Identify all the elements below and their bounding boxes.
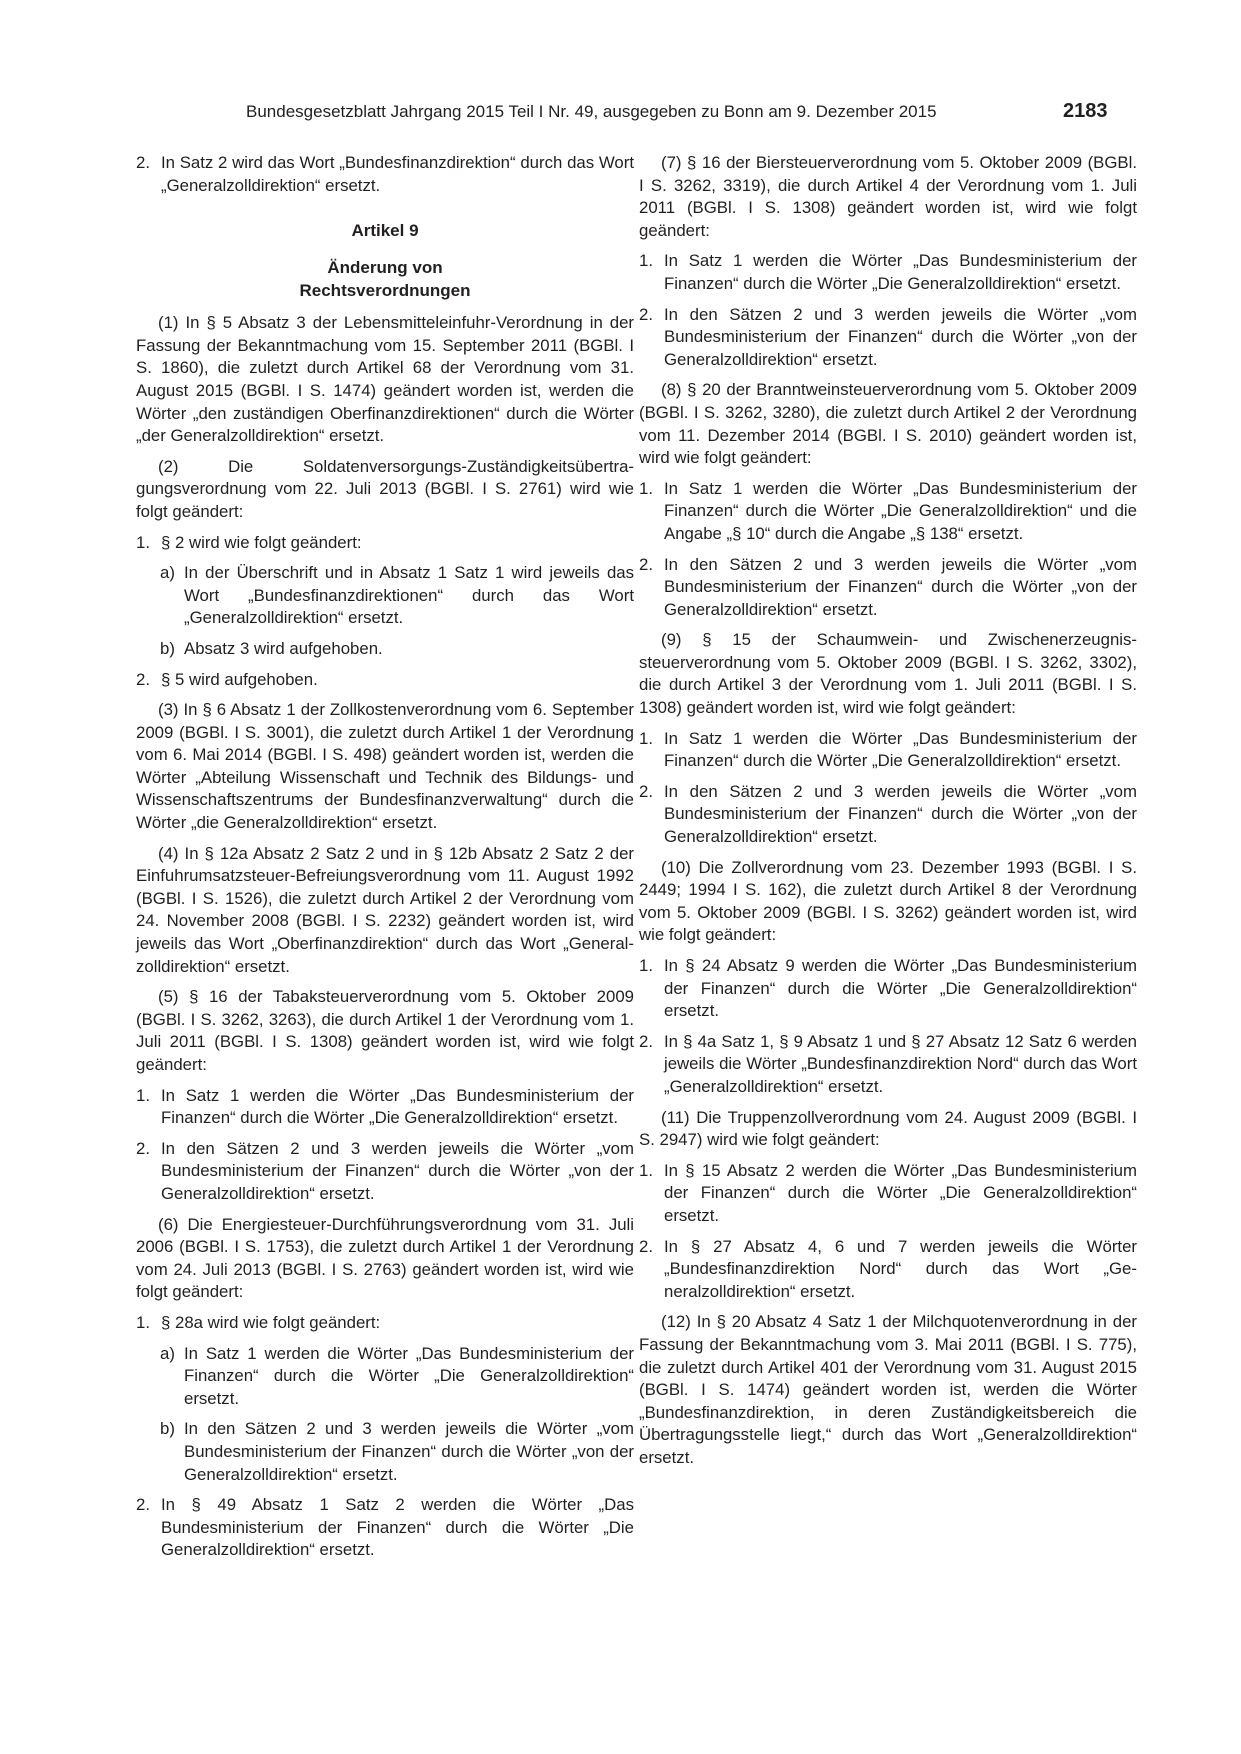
list-item	[136, 1138, 634, 1206]
list-item	[136, 532, 634, 555]
list-item	[136, 669, 634, 692]
paragraph-6: (6) Die Energiesteuer-Durchführungsverordnung vom 31. Juli 2006 (BGBl. I S. 1753), die zuletzt durch Artikel 1 der Verordnung vom 24. Juli 2013 (BGBl. I S. 2763) geändert worden ist, wird wie folgt geändert:	[136, 1214, 634, 1302]
list-item	[639, 554, 1137, 622]
paragraph-10: (10) Die Zollverordnung vom 23. Dezember 1993 (BGBl. I S. 2449; 1994 I S. 162), die zuletzt durch Artikel 8 der Verordnung vom 5. Oktober 2009 (BGBl. I S. 3262) geändert worden ist, wird wie folgt geändert:	[639, 857, 1137, 945]
paragraph-5: (5) § 16 der Tabaksteuerverordnung vom 5. Oktober 2009 (BGBl. I S. 3262, 3263), die durch Artikel 1 der Verordnung vom 1. Juli 2011 (BGBl. I S. 1308) geändert worden ist, wird wie folgt geändert:	[136, 987, 634, 1074]
sub-item	[160, 562, 634, 630]
paragraph-12: (12) In § 20 Absatz 4 Satz 1 der Milchquotenverordnung in der Fassung der Bekanntmachung vom 3. Mai 2011 (BGBl. I S. 775), die zuletzt durch Artikel 401 der Verordnung vom 31. August 2015 (BGBl. I S. 1474) geändert worden ist, werden die Wörter „Bundesfinanzdirektion, in deren Zuständigkeitsbereich die Übertragungsstelle liegt,“ durch das Wort „Generalzolldirektion“ ersetzt.	[639, 1312, 1137, 1467]
item-number: 2.	[136, 1138, 150, 1158]
list-item	[639, 955, 1137, 1023]
item-number: 2.	[639, 304, 653, 324]
item-number: 1.	[639, 478, 653, 498]
item-number: 1.	[639, 251, 653, 271]
list-item	[639, 1160, 1137, 1228]
paragraph-1: (1) In § 5 Absatz 3 der Lebensmitteleinfuhr-Verordnung in der Fassung der Bekanntmachung vom 15. September 2011 (BGBl. I S. 1860), die zuletzt durch Artikel 68 der Verordnung vom 31. August 2015 (BGBl. I S. 1474) geändert worden ist, werden die Wörter „den zuständigen Oberfinanzdirektionen“ durch die Wörter „der Generalzolldirektion“ ersetzt.	[136, 313, 634, 446]
item-number: 2.	[639, 1236, 653, 1256]
left-column	[136, 152, 634, 1570]
list-item	[639, 728, 1137, 773]
item-text: In § 15 Absatz 2 werden die Wörter „Das Bundesministerium der Finanzen“ durch die Wörter „Die Generalzolldirektion“ ersetzt.	[664, 1160, 1137, 1225]
item-number: 1.	[639, 728, 653, 748]
item-text: In den Sätzen 2 und 3 werden jeweils die Wörter „vom Bundesministerium der Finanzen“ durch die Wörter „von der Generalzolldirektion“ ersetzt.	[664, 304, 1137, 369]
item-number: 2.	[639, 1031, 653, 1051]
sub-item-letter: b)	[160, 638, 175, 658]
article-title-line-1: Änderung von	[327, 258, 443, 278]
item-number: 1.	[639, 956, 653, 975]
list-item	[639, 781, 1137, 849]
sub-item-text: In Satz 1 werden die Wörter „Das Bundesministerium der Finanzen“ durch die Wörter „Die Generalzolldirektion“ ersetzt.	[184, 1343, 634, 1408]
item-text: In § 49 Absatz 1 Satz 2 werden die Wörter „Das Bundesministerium der Finanzen“ durch die Wörter „Die Generalzolldirektion“ ersetzt.	[161, 1495, 634, 1560]
item-number: 2.	[136, 153, 150, 172]
item-text: In § 24 Absatz 9 werden die Wörter „Das Bundesministerium der Finanzen“ durch die Wörter „Die Generalzolldirektion“ ersetzt.	[664, 956, 1137, 1021]
sub-item	[160, 1418, 634, 1486]
list-item	[639, 478, 1137, 546]
paragraph-8: (8) § 20 der Branntweinsteuerverordnung vom 5. Oktober 2009 (BGBl. I S. 3262, 3280), die zuletzt durch Artikel 2 der Verordnung vom 11. Dezember 2014 (BGBl. I S. 2010) geändert worden ist, wird wie folgt geändert:	[639, 380, 1137, 468]
item-text: In den Sätzen 2 und 3 werden jeweils die Wörter „vom Bundesministerium der Finanzen“ durch die Wörter „von der Generalzolldirektion“ ersetzt.	[664, 781, 1137, 847]
paragraph-3: (3) In § 6 Absatz 1 der Zollkostenverordnung vom 6. September 2009 (BGBl. I S. 3001), die zuletzt durch Artikel 1 der Verordnung vom 6. Mai 2014 (BGBl. I S. 498) geändert worden ist, werden die Wörter „Abteilung Wissenschaft und Technik des Bildungs- und Wissenschaftszentrums der Bundesfinanzverwaltung“ durch die Wörter „die Generalzolldirektion“ ersetzt.	[136, 700, 634, 833]
item-text: In § 4a Satz 1, § 9 Absatz 1 und § 27 Absatz 12 Satz 6 werden jeweils die Wörter „Bundesfinanzdirektion Nord“ durch das Wort „Generalzolldirektion“ ersetzt.	[664, 1031, 1137, 1096]
item-text: In Satz 2 wird das Wort „Bundesfinanzdirektion“ durch das Wort „Generalzolldirektion“ ersetzt.	[161, 153, 634, 195]
right-column	[639, 152, 1137, 1477]
list-item	[639, 304, 1137, 372]
list-item	[639, 1236, 1137, 1304]
item-number: 1.	[136, 1312, 150, 1332]
list-item	[136, 1085, 634, 1130]
item-number: 2.	[639, 554, 653, 574]
sub-item	[160, 638, 634, 661]
header-title: Bundesgesetzblatt Jahrgang 2015 Teil I Nr. 49, ausgegeben zu Bonn am 9. Dezember 2015	[246, 102, 937, 121]
item-number: 2.	[136, 669, 150, 689]
item-text: In Satz 1 werden die Wörter „Das Bundesministerium der Finanzen“ durch die Wörter „Die Generalzolldirektion“ und die Angabe „§ 10“ durch die Angabe „§ 138“ ersetzt.	[664, 478, 1137, 543]
item-text: In Satz 1 werden die Wörter „Das Bundesministerium der Finanzen“ durch die Wörter „Die Generalzolldirektion“ ersetzt.	[664, 728, 1137, 771]
paragraph-11: (11) Die Truppenzollverordnung vom 24. August 2009 (BGBl. I S. 2947) wird wie folgt geändert:	[639, 1107, 1137, 1150]
sub-item	[160, 1343, 634, 1411]
item-text: In Satz 1 werden die Wörter „Das Bundesministerium der Finanzen“ durch die Wörter „Die Generalzolldirektion“ ersetzt.	[664, 251, 1137, 293]
item-text: In § 27 Absatz 4, 6 und 7 werden jeweils die Wörter „Bundesfinanzdirektion Nord“ durch das Wort „Generalzolldirektion“ ersetzt.	[664, 1236, 1137, 1301]
item-number: 2.	[639, 781, 653, 801]
sub-item-text: In der Überschrift und in Absatz 1 Satz 1 wird jeweils das Wort „Bundesfinanzdirektionen“ durch das Wort „Generalzolldirektion“ ersetzt.	[184, 563, 634, 628]
item-number: 1.	[639, 1160, 653, 1180]
sub-item-text: Absatz 3 wird aufgehoben.	[184, 638, 383, 658]
item-text: In den Sätzen 2 und 3 werden jeweils die Wörter „vom Bundesministerium der Finanzen“ durch die Wörter „von der Generalzolldirektion“ ersetzt.	[161, 1138, 634, 1203]
page-header	[0, 100, 1241, 124]
paragraph-4: (4) In § 12a Absatz 2 Satz 2 und in § 12b Absatz 2 Satz 2 der Einfuhrumsatzsteuer-Befreiungsverordnung vom 11. August 1992 (BGBl. I S. 1526), die zuletzt durch Artikel 2 der Verordnung vom 24. November 2008 (BGBl. I S. 2232) geändert worden ist, wird jeweils das Wort „Oberfinanzdirektion“ durch das Wort „Generalzolldirektion“ ersetzt.	[136, 843, 634, 976]
article-number: Artikel 9	[351, 221, 419, 241]
sub-item-letter: a)	[160, 1343, 175, 1363]
article-title-line-2: Rechtsverordnungen	[299, 281, 471, 301]
paragraph-2: (2) Die Soldatenversorgungs-Zuständigkeitsübertragungsverordnung vom 22. Juli 2013 (BGBl. I S. 2761) wird wie folgt geändert:	[136, 456, 634, 521]
list-item	[136, 1312, 634, 1335]
list-item	[136, 1494, 634, 1562]
item-number: 1.	[136, 532, 150, 552]
list-item	[136, 152, 634, 197]
page-number: 2183	[1063, 100, 1108, 122]
paragraph-7: (7) § 16 der Biersteuerverordnung vom 5. Oktober 2009 (BGBl. I S. 3262, 3319), die durch Artikel 4 der Verordnung vom 1. Juli 2011 (BGBl. I S. 1308) geändert worden ist, wird wie folgt geändert:	[639, 153, 1137, 240]
paragraph-9: (9) § 15 der Schaumwein- und Zwischenerzeugnissteuerverordnung vom 5. Oktober 2009 (BGBl. I S. 3262, 3302), die durch Artikel 3 der Verordnung vom 1. Juli 2011 (BGBl. I S. 1308) geändert worden ist, wird wie folgt geändert:	[639, 630, 1137, 718]
list-item	[639, 250, 1137, 295]
item-number: 2.	[136, 1495, 150, 1515]
item-text: In Satz 1 werden die Wörter „Das Bundesministerium der Finanzen“ durch die Wörter „Die Generalzolldirektion“ ersetzt.	[161, 1085, 634, 1128]
item-text: In den Sätzen 2 und 3 werden jeweils die Wörter „vom Bundesministerium der Finanzen“ durch die Wörter „von der Generalzolldirektion“ ersetzt.	[664, 554, 1137, 619]
sub-item-letter: a)	[160, 563, 175, 583]
item-text: § 2 wird wie folgt geändert:	[161, 532, 362, 552]
item-text: § 28a wird wie folgt geändert:	[161, 1312, 381, 1332]
item-number: 1.	[136, 1085, 150, 1105]
item-text: § 5 wird aufgehoben.	[161, 669, 318, 689]
sub-item-letter: b)	[160, 1419, 175, 1439]
list-item	[639, 1031, 1137, 1099]
sub-item-text: In den Sätzen 2 und 3 werden jeweils die Wörter „vom Bundesministerium der Finanzen“ durch die Wörter „von der Generalzolldirektion“ ersetzt.	[184, 1419, 634, 1484]
